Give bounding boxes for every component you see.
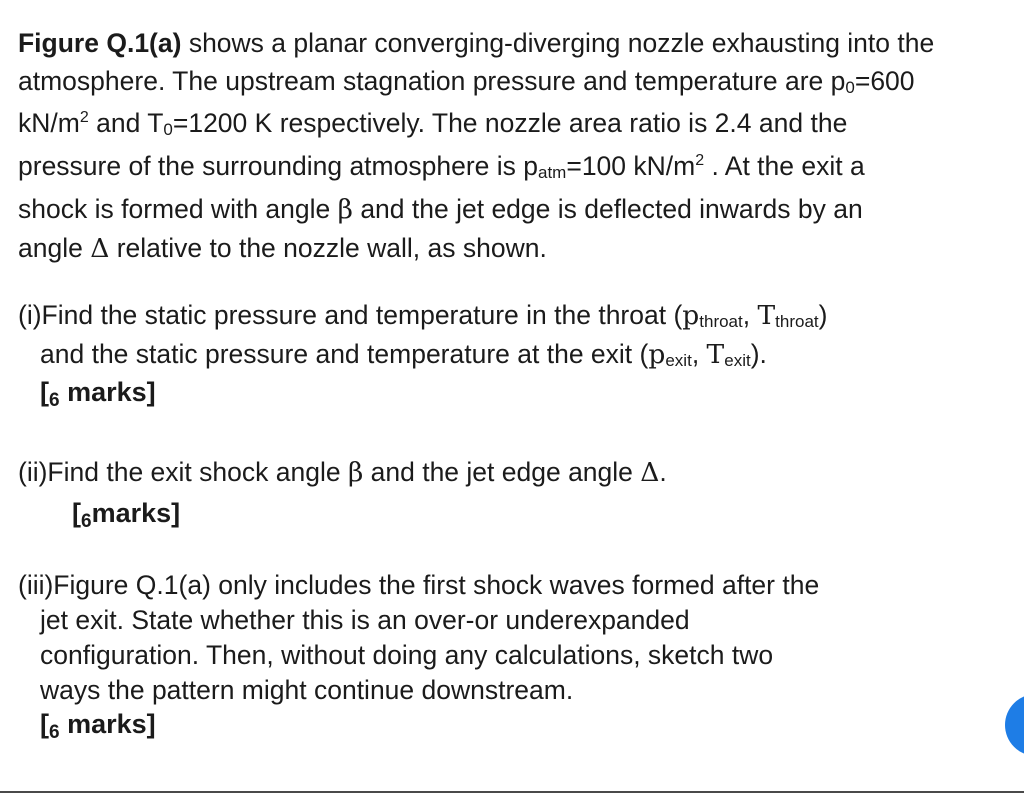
bottom-divider [0,791,1024,793]
intro-line-3: $kN/m^2$ and $T_0=1200$ K respectively. The nozzle area ratio is 2.4 and the [18,108,848,139]
question-2-marks: [6marks] [72,498,181,532]
floating-action-button[interactable] [1005,694,1024,756]
beta-symbol: β [337,194,353,225]
question-3-marks: [6 marks] [40,709,156,743]
intro-line-1: Figure Q.1(a) shows a planar converging-diverging nozzle exhausting into the [18,28,935,58]
intro-line-2: atmosphere. The upstream stagnation pressure and temperature are $p_0=600$ [18,66,915,97]
figure-label: Figure Q.1(a) [18,28,182,58]
intro-line-4: pressure of the surrounding atmosphere is $p_{atm}=100$ $kN/m^2$ . At the exit a [18,151,865,182]
question-2-line-1: (ii)Find the exit shock angle β and the jet edge angle Δ. [18,457,667,488]
intro-line-5: shock is formed with angle β and the jet edge is deflected inwards by an [18,194,863,225]
question-1-marks: [6 marks] [40,377,156,411]
question-3-line-3: configuration. Then, without doing any calculations, sketch two [40,640,774,670]
intro-paragraph [18,24,934,268]
question-3-line-1: (iii)Figure Q.1(a) only includes the first shock waves formed after the [18,570,820,600]
question-1-line-1: (i)Find the static pressure and temperature in the throat ($p_{throat}$, $T_{throat}$) [18,300,828,331]
intro-line-6: angle Δ relative to the nozzle wall, as shown. [18,233,547,264]
question-3-line-4: ways the pattern might continue downstream. [40,675,574,705]
delta-symbol: Δ [90,233,110,264]
question-3-line-2: jet exit. State whether this is an over-or underexpanded [40,605,690,635]
question-1-line-2: and the static pressure and temperature at the exit ($p_{exit}$, $T_{exit}$). [40,339,767,370]
